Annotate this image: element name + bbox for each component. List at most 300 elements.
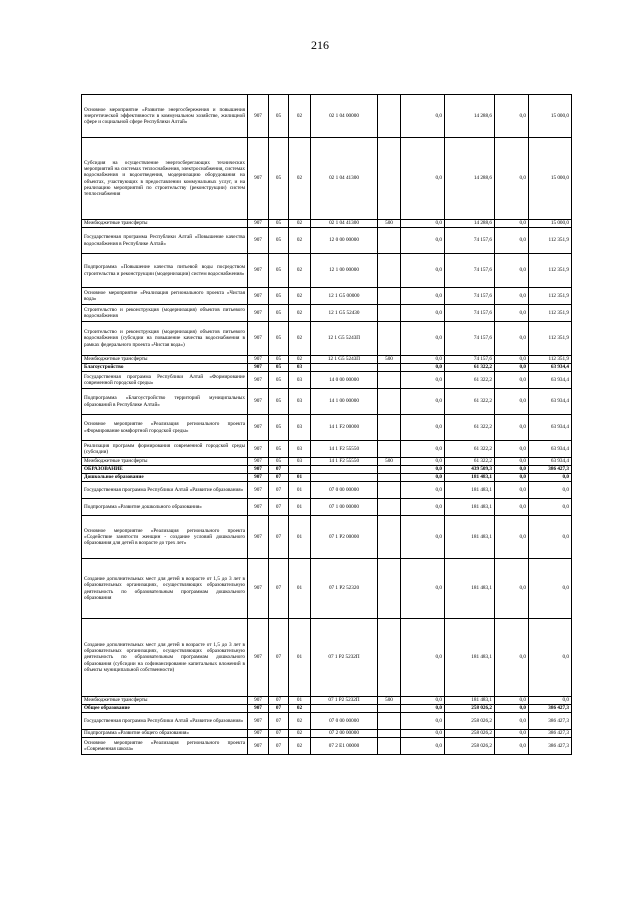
amount-4-cell: 112 351,9: [529, 254, 572, 288]
target-article-cell: 02 1 04 00000: [311, 95, 378, 138]
expense-type-cell: [378, 364, 401, 372]
section-code-cell: 05: [269, 322, 289, 356]
ministry-code-cell: 907: [248, 356, 269, 364]
ministry-code-cell: 907: [248, 738, 269, 755]
section-code-cell: 05: [269, 441, 289, 458]
amount-2-cell: 439 509,3: [445, 466, 495, 474]
amount-4-cell: 0,0: [529, 474, 572, 482]
expense-type-cell: [378, 559, 401, 619]
amount-3-cell: 0,0: [495, 372, 529, 389]
table-row: [82, 288, 572, 305]
subsection-code-cell: 01: [289, 499, 311, 516]
expense-type-cell: [378, 305, 401, 322]
amount-4-cell: 0,0: [529, 499, 572, 516]
amount-3-cell: 0,0: [495, 288, 529, 305]
ministry-code-cell: 907: [248, 415, 269, 441]
row-name-cell: Основное мероприятие «Развитие энергосбережения и повышения энергетической эффективности в коммунальном хозяйстве, жилищной сфере и социальной сфере Республики Алтай»: [82, 95, 248, 138]
subsection-code-cell: 02: [289, 322, 311, 356]
ministry-code-cell: 907: [248, 516, 269, 559]
expense-type-cell: [378, 705, 401, 713]
table-row: [82, 138, 572, 220]
ministry-code-cell: 907: [248, 305, 269, 322]
section-code-cell: 07: [269, 474, 289, 482]
table-row: [82, 305, 572, 322]
amount-2-cell: 181 483,1: [445, 474, 495, 482]
amount-2-cell: 258 026,2: [445, 713, 495, 730]
section-code-cell: 07: [269, 482, 289, 499]
target-article-cell: 14 1 F2 55550: [311, 441, 378, 458]
amount-1-cell: 0,0: [401, 322, 445, 356]
row-name-cell: Межбюджетные трансферты: [82, 356, 248, 364]
section-code-cell: 05: [269, 138, 289, 220]
row-name-cell: Субсидия на осуществление энергосберегающих технических мероприятий на системах теплоснабжения, электроснабжения, системах водоснабжения и водоотведения, модернизацию оборудования на объектах, участвующих в предоставлении коммунальных услуг, и на реализацию мероприятий по строительству (реконструкции) систем теплоснабжения: [82, 138, 248, 220]
target-article-cell: 12 1 00 00000: [311, 254, 378, 288]
ministry-code-cell: 907: [248, 228, 269, 254]
amount-1-cell: 0,0: [401, 356, 445, 364]
expense-type-cell: [378, 441, 401, 458]
expense-type-cell: 500: [378, 220, 401, 228]
amount-2-cell: 74 157,6: [445, 254, 495, 288]
ministry-code-cell: 907: [248, 499, 269, 516]
ministry-code-cell: 907: [248, 705, 269, 713]
table-row: [82, 697, 572, 705]
subsection-code-cell: 02: [289, 738, 311, 755]
expense-type-cell: [378, 499, 401, 516]
expense-type-cell: [378, 713, 401, 730]
expense-type-cell: 500: [378, 458, 401, 466]
expense-type-cell: [378, 389, 401, 415]
amount-4-cell: 63 934,4: [529, 364, 572, 372]
expense-type-cell: [378, 482, 401, 499]
amount-2-cell: 258 026,2: [445, 705, 495, 713]
amount-1-cell: 0,0: [401, 389, 445, 415]
amount-1-cell: 0,0: [401, 697, 445, 705]
subsection-code-cell: 02: [289, 705, 311, 713]
amount-4-cell: 63 934,4: [529, 372, 572, 389]
target-article-cell: [311, 474, 378, 482]
target-article-cell: 07 0 00 00000: [311, 713, 378, 730]
subsection-code-cell: 02: [289, 305, 311, 322]
target-article-cell: 07 2 E1 00000: [311, 738, 378, 755]
amount-1-cell: 0,0: [401, 364, 445, 372]
amount-3-cell: 0,0: [495, 441, 529, 458]
target-article-cell: 07 0 00 00000: [311, 482, 378, 499]
amount-1-cell: 0,0: [401, 559, 445, 619]
amount-4-cell: 112 351,9: [529, 228, 572, 254]
ministry-code-cell: 907: [248, 697, 269, 705]
table-row: [82, 730, 572, 738]
target-article-cell: 12 0 00 00000: [311, 228, 378, 254]
row-name-cell: Создание дополнительных мест для детей в возрасте от 1,5 до 3 лет в образовательных организациях, осуществляющих образовательную деятельность по образовательным программам дошкольного образования (субсидии на софинансирование капитальных вложений в объекты муниципальной собственности): [82, 619, 248, 697]
table-row: [82, 499, 572, 516]
ministry-code-cell: 907: [248, 254, 269, 288]
amount-1-cell: 0,0: [401, 482, 445, 499]
amount-3-cell: 0,0: [495, 713, 529, 730]
row-name-cell: Основное мероприятие «Реализация регионального проекта «Чистая вода»: [82, 288, 248, 305]
row-name-cell: Межбюджетные трансферты: [82, 458, 248, 466]
expense-type-cell: [378, 254, 401, 288]
expense-type-cell: [378, 619, 401, 697]
table-row: [82, 356, 572, 364]
target-article-cell: 07 1 P2 00000: [311, 516, 378, 559]
ministry-code-cell: 907: [248, 372, 269, 389]
ministry-code-cell: 907: [248, 559, 269, 619]
section-code-cell: 07: [269, 559, 289, 619]
ministry-code-cell: 907: [248, 441, 269, 458]
section-code-cell: 05: [269, 95, 289, 138]
amount-4-cell: 0,0: [529, 619, 572, 697]
amount-1-cell: 0,0: [401, 705, 445, 713]
row-name-cell: Межбюджетные трансферты: [82, 697, 248, 705]
target-article-cell: 12 1 G5 00000: [311, 288, 378, 305]
row-name-cell: Строительство и реконструкция (модернизация) объектов питьевого водоснабжения: [82, 305, 248, 322]
table-row: [82, 738, 572, 755]
expense-type-cell: [378, 322, 401, 356]
amount-3-cell: 0,0: [495, 254, 529, 288]
amount-1-cell: 0,0: [401, 288, 445, 305]
subsection-code-cell: 02: [289, 730, 311, 738]
subsection-code-cell: 01: [289, 474, 311, 482]
table-row: [82, 389, 572, 415]
amount-1-cell: 0,0: [401, 516, 445, 559]
section-code-cell: 05: [269, 415, 289, 441]
ministry-code-cell: 907: [248, 730, 269, 738]
ministry-code-cell: 907: [248, 364, 269, 372]
section-code-cell: 07: [269, 705, 289, 713]
table-row: [82, 228, 572, 254]
target-article-cell: 07 1 P2 52320: [311, 559, 378, 619]
amount-2-cell: 74 157,6: [445, 356, 495, 364]
ministry-code-cell: 907: [248, 466, 269, 474]
amount-3-cell: 0,0: [495, 516, 529, 559]
target-article-cell: 02 1 04 41300: [311, 138, 378, 220]
expense-type-cell: [378, 415, 401, 441]
amount-2-cell: 74 157,6: [445, 228, 495, 254]
amount-2-cell: 61 322,2: [445, 364, 495, 372]
ministry-code-cell: 907: [248, 389, 269, 415]
ministry-code-cell: 907: [248, 220, 269, 228]
page-number: 216: [311, 38, 329, 52]
target-article-cell: 07 1 P2 5232П: [311, 619, 378, 697]
expense-type-cell: [378, 95, 401, 138]
target-article-cell: 07 2 00 00000: [311, 730, 378, 738]
section-code-cell: 05: [269, 254, 289, 288]
section-code-cell: 05: [269, 288, 289, 305]
subsection-code-cell: 03: [289, 372, 311, 389]
amount-2-cell: 14 288,6: [445, 138, 495, 220]
amount-3-cell: 0,0: [495, 228, 529, 254]
amount-3-cell: 0,0: [495, 499, 529, 516]
target-article-cell: [311, 705, 378, 713]
amount-4-cell: 386 427,3: [529, 738, 572, 755]
ministry-code-cell: 907: [248, 458, 269, 466]
expense-type-cell: [378, 466, 401, 474]
subsection-code-cell: 02: [289, 288, 311, 305]
subsection-code-cell: 03: [289, 364, 311, 372]
amount-4-cell: 112 351,9: [529, 356, 572, 364]
amount-1-cell: 0,0: [401, 138, 445, 220]
section-code-cell: 05: [269, 228, 289, 254]
amount-1-cell: 0,0: [401, 730, 445, 738]
table-row: [82, 458, 572, 466]
amount-3-cell: 0,0: [495, 364, 529, 372]
subsection-code-cell: 03: [289, 415, 311, 441]
section-code-cell: 07: [269, 619, 289, 697]
amount-4-cell: 112 351,9: [529, 322, 572, 356]
section-code-cell: 07: [269, 713, 289, 730]
amount-2-cell: 61 322,2: [445, 441, 495, 458]
subsection-code-cell: 02: [289, 220, 311, 228]
amount-3-cell: 0,0: [495, 730, 529, 738]
subsection-code-cell: 02: [289, 138, 311, 220]
amount-1-cell: 0,0: [401, 474, 445, 482]
amount-2-cell: 258 026,2: [445, 730, 495, 738]
row-name-cell: Создание дополнительных мест для детей в возрасте от 1,5 до 3 лет в образовательных организациях, осуществляющих образовательную деятельность по образовательным программам дошкольного образования: [82, 559, 248, 619]
subsection-code-cell: 03: [289, 458, 311, 466]
amount-3-cell: 0,0: [495, 559, 529, 619]
amount-1-cell: 0,0: [401, 305, 445, 322]
row-name-cell: Подпрограмма «Развитие общего образования»: [82, 730, 248, 738]
amount-3-cell: 0,0: [495, 415, 529, 441]
amount-2-cell: 181 483,1: [445, 499, 495, 516]
table-row: [82, 466, 572, 474]
target-article-cell: [311, 466, 378, 474]
row-name-cell: Благоустройство: [82, 364, 248, 372]
ministry-code-cell: 907: [248, 482, 269, 499]
amount-3-cell: 0,0: [495, 458, 529, 466]
amount-4-cell: 15 000,0: [529, 220, 572, 228]
amount-2-cell: 181 483,1: [445, 559, 495, 619]
amount-2-cell: 181 483,1: [445, 619, 495, 697]
amount-1-cell: 0,0: [401, 220, 445, 228]
subsection-code-cell: 01: [289, 559, 311, 619]
ministry-code-cell: 907: [248, 474, 269, 482]
amount-1-cell: 0,0: [401, 466, 445, 474]
expense-type-cell: [378, 372, 401, 389]
row-name-cell: Государственная программа Республики Алтай «Повышение качества водоснабжения в Республике Алтай»: [82, 228, 248, 254]
amount-2-cell: 14 288,6: [445, 95, 495, 138]
table-row: [82, 705, 572, 713]
table-row: [82, 482, 572, 499]
amount-1-cell: 0,0: [401, 228, 445, 254]
expense-type-cell: [378, 288, 401, 305]
target-article-cell: 07 1 00 00000: [311, 499, 378, 516]
amount-3-cell: 0,0: [495, 356, 529, 364]
amount-1-cell: 0,0: [401, 499, 445, 516]
expense-type-cell: 500: [378, 356, 401, 364]
amount-1-cell: 0,0: [401, 415, 445, 441]
row-name-cell: Подпрограмма «Повышение качества питьевой воды посредством строительства и реконструкции (модернизации) систем водоснабжения»: [82, 254, 248, 288]
amount-3-cell: 0,0: [495, 305, 529, 322]
amount-3-cell: 0,0: [495, 705, 529, 713]
section-code-cell: 05: [269, 389, 289, 415]
row-name-cell: Дошкольное образование: [82, 474, 248, 482]
amount-4-cell: 0,0: [529, 516, 572, 559]
table-row: [82, 372, 572, 389]
row-name-cell: Государственная программа Республики Алтай «Формирование современной городской среды»: [82, 372, 248, 389]
subsection-code-cell: [289, 466, 311, 474]
section-code-cell: 05: [269, 356, 289, 364]
subsection-code-cell: 01: [289, 697, 311, 705]
budget-table: [81, 94, 572, 755]
expense-type-cell: [378, 228, 401, 254]
amount-3-cell: 0,0: [495, 466, 529, 474]
row-name-cell: Государственная программа Республики Алтай «Развитие образования»: [82, 713, 248, 730]
amount-4-cell: 386 427,3: [529, 730, 572, 738]
amount-4-cell: 0,0: [529, 697, 572, 705]
amount-3-cell: 0,0: [495, 697, 529, 705]
amount-4-cell: 0,0: [529, 559, 572, 619]
amount-3-cell: 0,0: [495, 220, 529, 228]
amount-2-cell: 74 157,6: [445, 322, 495, 356]
amount-3-cell: 0,0: [495, 474, 529, 482]
row-name-cell: Основное мероприятие «Реализация регионального проекта «Формирование комфортной городской среды»: [82, 415, 248, 441]
amount-4-cell: 386 427,3: [529, 466, 572, 474]
row-name-cell: Реализация программ формирования современной городской среды (субсидии): [82, 441, 248, 458]
amount-4-cell: 112 351,9: [529, 288, 572, 305]
amount-2-cell: 181 483,1: [445, 482, 495, 499]
table-row: [82, 415, 572, 441]
subsection-code-cell: 02: [289, 356, 311, 364]
subsection-code-cell: 01: [289, 619, 311, 697]
amount-4-cell: 112 351,9: [529, 305, 572, 322]
target-article-cell: 02 1 04 41300: [311, 220, 378, 228]
section-code-cell: 05: [269, 220, 289, 228]
amount-4-cell: 63 934,4: [529, 441, 572, 458]
ministry-code-cell: 907: [248, 322, 269, 356]
amount-3-cell: 0,0: [495, 482, 529, 499]
row-name-cell: Межбюджетные трансферты: [82, 220, 248, 228]
table-row: [82, 474, 572, 482]
ministry-code-cell: 907: [248, 138, 269, 220]
amount-3-cell: 0,0: [495, 738, 529, 755]
amount-2-cell: 74 157,6: [445, 288, 495, 305]
table-row: [82, 559, 572, 619]
amount-1-cell: 0,0: [401, 458, 445, 466]
table-row: [82, 619, 572, 697]
amount-4-cell: 386 427,3: [529, 705, 572, 713]
target-article-cell: 14 1 00 00000: [311, 389, 378, 415]
target-article-cell: [311, 364, 378, 372]
amount-4-cell: 63 934,4: [529, 458, 572, 466]
amount-1-cell: 0,0: [401, 254, 445, 288]
amount-2-cell: 181 483,1: [445, 697, 495, 705]
table-row: [82, 516, 572, 559]
amount-2-cell: 61 322,2: [445, 372, 495, 389]
expense-type-cell: [378, 516, 401, 559]
amount-2-cell: 14 288,6: [445, 220, 495, 228]
ministry-code-cell: 907: [248, 713, 269, 730]
amount-3-cell: 0,0: [495, 619, 529, 697]
row-name-cell: Основное мероприятие «Реализация регионального проекта «Современная школа»: [82, 738, 248, 755]
amount-1-cell: 0,0: [401, 619, 445, 697]
target-article-cell: 12 1 G5 5243П: [311, 322, 378, 356]
amount-2-cell: 258 026,2: [445, 738, 495, 755]
target-article-cell: 14 1 F2 55550: [311, 458, 378, 466]
amount-2-cell: 181 483,1: [445, 516, 495, 559]
section-code-cell: 05: [269, 364, 289, 372]
amount-2-cell: 74 157,6: [445, 305, 495, 322]
section-code-cell: 05: [269, 305, 289, 322]
expense-type-cell: [378, 738, 401, 755]
amount-1-cell: 0,0: [401, 738, 445, 755]
table-row: [82, 322, 572, 356]
amount-3-cell: 0,0: [495, 389, 529, 415]
amount-2-cell: 61 322,2: [445, 389, 495, 415]
amount-3-cell: 0,0: [495, 322, 529, 356]
amount-4-cell: 386 427,3: [529, 713, 572, 730]
amount-3-cell: 0,0: [495, 95, 529, 138]
amount-2-cell: 61 322,2: [445, 458, 495, 466]
subsection-code-cell: 02: [289, 254, 311, 288]
row-name-cell: Общее образование: [82, 705, 248, 713]
expense-type-cell: [378, 730, 401, 738]
target-article-cell: 12 1 G5 52430: [311, 305, 378, 322]
section-code-cell: 07: [269, 697, 289, 705]
amount-2-cell: 61 322,2: [445, 415, 495, 441]
table-row: [82, 254, 572, 288]
row-name-cell: ОБРАЗОВАНИЕ: [82, 466, 248, 474]
amount-4-cell: 15 000,0: [529, 138, 572, 220]
section-code-cell: 07: [269, 499, 289, 516]
target-article-cell: 07 1 P2 5232П: [311, 697, 378, 705]
subsection-code-cell: 01: [289, 482, 311, 499]
amount-1-cell: 0,0: [401, 713, 445, 730]
amount-4-cell: 0,0: [529, 482, 572, 499]
amount-4-cell: 15 000,0: [529, 95, 572, 138]
table-row: [82, 220, 572, 228]
ministry-code-cell: 907: [248, 619, 269, 697]
amount-3-cell: 0,0: [495, 138, 529, 220]
subsection-code-cell: 02: [289, 713, 311, 730]
table-row: [82, 441, 572, 458]
subsection-code-cell: 03: [289, 389, 311, 415]
section-code-cell: 07: [269, 738, 289, 755]
ministry-code-cell: 907: [248, 288, 269, 305]
section-code-cell: 07: [269, 516, 289, 559]
row-name-cell: Основное мероприятие «Реализация регионального проекта «Содействие занятости женщин - создание условий дошкольного образования для детей в возрасте до трех лет»: [82, 516, 248, 559]
amount-4-cell: 63 934,4: [529, 389, 572, 415]
subsection-code-cell: 02: [289, 228, 311, 254]
target-article-cell: 14 0 00 00000: [311, 372, 378, 389]
subsection-code-cell: 01: [289, 516, 311, 559]
amount-1-cell: 0,0: [401, 441, 445, 458]
section-code-cell: 05: [269, 458, 289, 466]
table-row: [82, 364, 572, 372]
target-article-cell: 12 1 G5 5243П: [311, 356, 378, 364]
ministry-code-cell: 907: [248, 95, 269, 138]
amount-1-cell: 0,0: [401, 372, 445, 389]
row-name-cell: Строительство и реконструкция (модернизация) объектов питьевого водоснабжения (субсидии на повышение качества водоснабжения в рамках федерального проекта «Чистая вода»): [82, 322, 248, 356]
expense-type-cell: [378, 138, 401, 220]
section-code-cell: 05: [269, 372, 289, 389]
amount-1-cell: 0,0: [401, 95, 445, 138]
expense-type-cell: [378, 474, 401, 482]
target-article-cell: 14 1 F2 00000: [311, 415, 378, 441]
expense-type-cell: 500: [378, 697, 401, 705]
subsection-code-cell: 02: [289, 95, 311, 138]
table-row: [82, 95, 572, 138]
amount-4-cell: 63 934,4: [529, 415, 572, 441]
table-row: [82, 713, 572, 730]
section-code-cell: 07: [269, 466, 289, 474]
row-name-cell: Подпрограмма «Развитие дошкольного образования»: [82, 499, 248, 516]
row-name-cell: Государственная программа Республики Алтай «Развитие образования»: [82, 482, 248, 499]
row-name-cell: Подпрограмма «Благоустройство территорий муниципальных образований в Республике Алтай»: [82, 389, 248, 415]
subsection-code-cell: 03: [289, 441, 311, 458]
table-body: [82, 95, 572, 755]
section-code-cell: 07: [269, 730, 289, 738]
